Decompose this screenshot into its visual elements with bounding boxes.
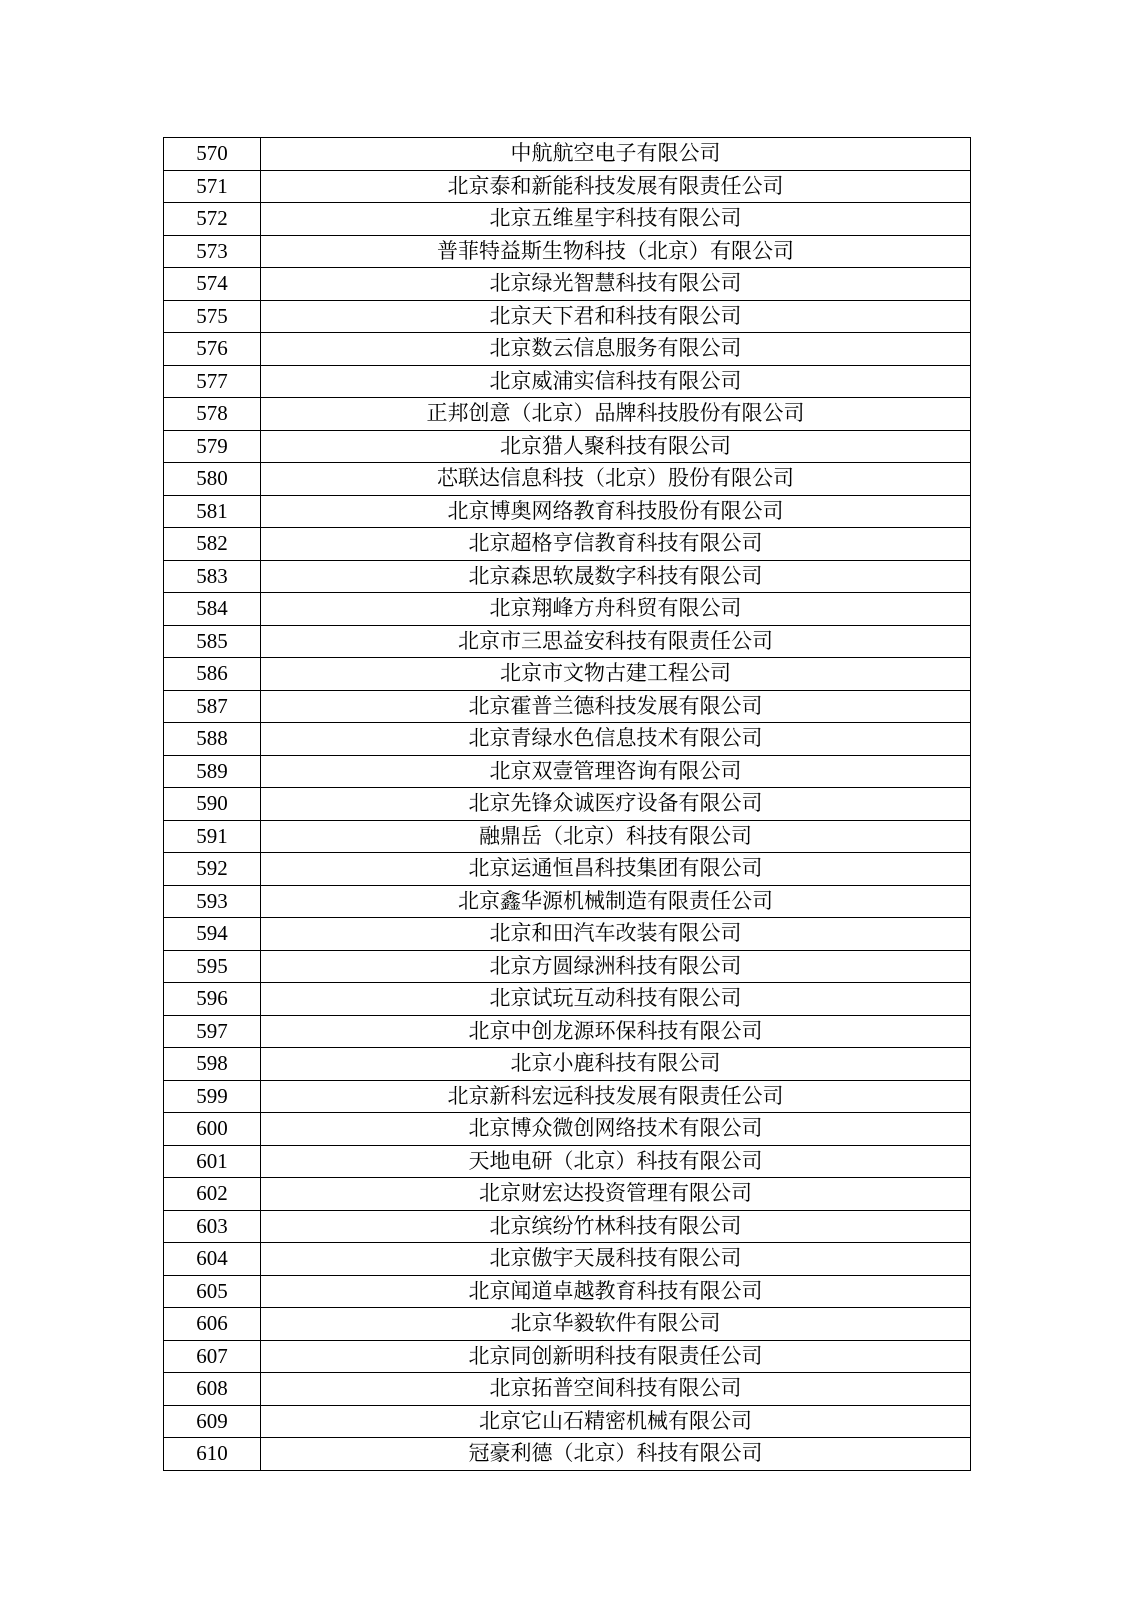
- company-name: 北京猎人聚科技有限公司: [261, 430, 971, 463]
- row-number: 606: [164, 1308, 261, 1341]
- company-name: 北京博众微创网络技术有限公司: [261, 1113, 971, 1146]
- company-name: 芯联达信息科技（北京）股份有限公司: [261, 463, 971, 496]
- company-name: 北京森思软晟数字科技有限公司: [261, 560, 971, 593]
- table-row: [164, 495, 971, 528]
- company-name: 北京拓普空间科技有限公司: [261, 1373, 971, 1406]
- row-number: 573: [164, 235, 261, 268]
- company-name: 北京五维星宇科技有限公司: [261, 203, 971, 236]
- table-row: [164, 1438, 971, 1471]
- company-name: 北京和田汽车改装有限公司: [261, 918, 971, 951]
- table-row: [164, 1080, 971, 1113]
- company-name: 北京霍普兰德科技发展有限公司: [261, 690, 971, 723]
- table-row: [164, 625, 971, 658]
- row-number: 598: [164, 1048, 261, 1081]
- row-number: 572: [164, 203, 261, 236]
- table-row: [164, 1405, 971, 1438]
- company-name: 北京天下君和科技有限公司: [261, 300, 971, 333]
- company-list-body: [164, 138, 971, 1471]
- row-number: 591: [164, 820, 261, 853]
- company-name: 北京青绿水色信息技术有限公司: [261, 723, 971, 756]
- row-number: 594: [164, 918, 261, 951]
- row-number: 578: [164, 398, 261, 431]
- row-number: 604: [164, 1243, 261, 1276]
- company-name: 北京超格亨信教育科技有限公司: [261, 528, 971, 561]
- table-row: [164, 820, 971, 853]
- company-name: 北京翔峰方舟科贸有限公司: [261, 593, 971, 626]
- row-number: 609: [164, 1405, 261, 1438]
- company-name: 北京绿光智慧科技有限公司: [261, 268, 971, 301]
- company-name: 北京鑫华源机械制造有限责任公司: [261, 885, 971, 918]
- company-name: 普菲特益斯生物科技（北京）有限公司: [261, 235, 971, 268]
- table-row: [164, 658, 971, 691]
- row-number: 601: [164, 1145, 261, 1178]
- company-name: 北京数云信息服务有限公司: [261, 333, 971, 366]
- table-row: [164, 1308, 971, 1341]
- row-number: 590: [164, 788, 261, 821]
- table-row: [164, 235, 971, 268]
- table-row: [164, 788, 971, 821]
- table-row: [164, 1178, 971, 1211]
- row-number: 596: [164, 983, 261, 1016]
- table-row: [164, 138, 971, 171]
- company-list-table: [163, 137, 971, 1471]
- table-row: [164, 723, 971, 756]
- company-name: 北京缤纷竹林科技有限公司: [261, 1210, 971, 1243]
- row-number: 605: [164, 1275, 261, 1308]
- row-number: 600: [164, 1113, 261, 1146]
- company-name: 北京泰和新能科技发展有限责任公司: [261, 170, 971, 203]
- table-row: [164, 1048, 971, 1081]
- company-name: 北京傲宇天晟科技有限公司: [261, 1243, 971, 1276]
- company-name: 北京方圆绿洲科技有限公司: [261, 950, 971, 983]
- company-name: 北京运通恒昌科技集团有限公司: [261, 853, 971, 886]
- row-number: 581: [164, 495, 261, 528]
- company-name: 正邦创意（北京）品牌科技股份有限公司: [261, 398, 971, 431]
- company-name: 北京华毅软件有限公司: [261, 1308, 971, 1341]
- company-name: 北京博奥网络教育科技股份有限公司: [261, 495, 971, 528]
- table-row: [164, 593, 971, 626]
- table-row: [164, 268, 971, 301]
- company-name: 北京同创新明科技有限责任公司: [261, 1340, 971, 1373]
- company-name: 中航航空电子有限公司: [261, 138, 971, 171]
- table-row: [164, 983, 971, 1016]
- row-number: 595: [164, 950, 261, 983]
- table-row: [164, 1145, 971, 1178]
- row-number: 602: [164, 1178, 261, 1211]
- company-name: 北京先锋众诚医疗设备有限公司: [261, 788, 971, 821]
- row-number: 580: [164, 463, 261, 496]
- table-row: [164, 560, 971, 593]
- table-row: [164, 690, 971, 723]
- row-number: 610: [164, 1438, 261, 1471]
- company-name: 北京中创龙源环保科技有限公司: [261, 1015, 971, 1048]
- row-number: 575: [164, 300, 261, 333]
- company-name: 北京市文物古建工程公司: [261, 658, 971, 691]
- row-number: 593: [164, 885, 261, 918]
- table-row: [164, 950, 971, 983]
- table-row: [164, 528, 971, 561]
- company-name: 冠豪利德（北京）科技有限公司: [261, 1438, 971, 1471]
- table-row: [164, 1210, 971, 1243]
- row-number: 592: [164, 853, 261, 886]
- table-row: [164, 430, 971, 463]
- row-number: 597: [164, 1015, 261, 1048]
- table-row: [164, 1373, 971, 1406]
- row-number: 570: [164, 138, 261, 171]
- row-number: 585: [164, 625, 261, 658]
- row-number: 579: [164, 430, 261, 463]
- table-row: [164, 1275, 971, 1308]
- table-row: [164, 918, 971, 951]
- row-number: 588: [164, 723, 261, 756]
- row-number: 584: [164, 593, 261, 626]
- company-name: 北京市三思益安科技有限责任公司: [261, 625, 971, 658]
- company-name: 北京小鹿科技有限公司: [261, 1048, 971, 1081]
- company-name: 天地电研（北京）科技有限公司: [261, 1145, 971, 1178]
- company-name: 北京闻道卓越教育科技有限公司: [261, 1275, 971, 1308]
- row-number: 608: [164, 1373, 261, 1406]
- company-name: 融鼎岳（北京）科技有限公司: [261, 820, 971, 853]
- table-row: [164, 170, 971, 203]
- table-row: [164, 885, 971, 918]
- company-name: 北京试玩互动科技有限公司: [261, 983, 971, 1016]
- row-number: 586: [164, 658, 261, 691]
- table-row: [164, 1340, 971, 1373]
- table-row: [164, 853, 971, 886]
- table-row: [164, 463, 971, 496]
- company-name: 北京财宏达投资管理有限公司: [261, 1178, 971, 1211]
- row-number: 582: [164, 528, 261, 561]
- row-number: 571: [164, 170, 261, 203]
- table-row: [164, 1015, 971, 1048]
- table-row: [164, 365, 971, 398]
- table-row: [164, 300, 971, 333]
- row-number: 607: [164, 1340, 261, 1373]
- row-number: 577: [164, 365, 261, 398]
- table-row: [164, 755, 971, 788]
- table-row: [164, 203, 971, 236]
- table-row: [164, 333, 971, 366]
- table-row: [164, 1243, 971, 1276]
- row-number: 599: [164, 1080, 261, 1113]
- table-row: [164, 1113, 971, 1146]
- row-number: 589: [164, 755, 261, 788]
- table-row: [164, 398, 971, 431]
- company-name: 北京新科宏远科技发展有限责任公司: [261, 1080, 971, 1113]
- row-number: 587: [164, 690, 261, 723]
- row-number: 576: [164, 333, 261, 366]
- row-number: 574: [164, 268, 261, 301]
- company-name: 北京它山石精密机械有限公司: [261, 1405, 971, 1438]
- company-name: 北京威浦实信科技有限公司: [261, 365, 971, 398]
- row-number: 583: [164, 560, 261, 593]
- row-number: 603: [164, 1210, 261, 1243]
- company-name: 北京双壹管理咨询有限公司: [261, 755, 971, 788]
